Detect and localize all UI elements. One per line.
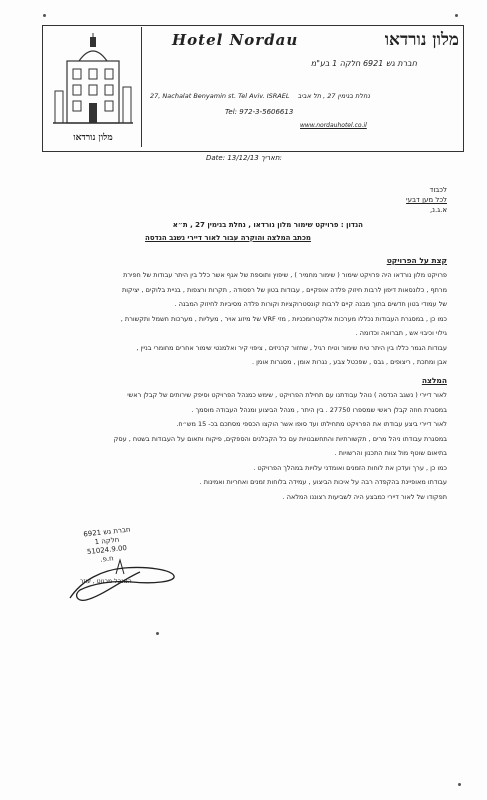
stamp-line: 51024.9.00 [86, 543, 128, 557]
scan-speck [156, 632, 159, 635]
text-line: גילוי וכיבוי אש , תברואה וכדומה . [355, 329, 447, 337]
text-line: תפקודו של לאור דיירי כמבצע היה לשביעות רצוננו המלאה . [282, 492, 447, 501]
signer-name: המנהל מרגוט , עוזר [80, 578, 132, 585]
text-line: במסגרת עבודתו ניהל מרים , תקשורתיות והתחשבנויות עם כל הקבלנים והספקים, פיקוח ותאום על העבודות בשטח , עסק [113, 434, 447, 443]
text-line: כמו כן , ערך ועדכן את לוחות הזמנים ואומדני עלויות במהלך הפרויקט . [253, 463, 447, 472]
text-line: עבודתו מאופיינת בהקפדה רבה על איכות הביצוע , עמידה בלוחות זמנים ואחריות ואמינות . [199, 478, 447, 486]
text-line: פרויקט מלון נורדאו היה פרויקט שימור ( שימור מחמיר ) , שיפוץ ותוספת של אגף אשר כלל בין היתר עבודות של חפירת [123, 271, 447, 279]
text-line: עבודות הגמר כללו בין היתר טיח שימור וטיח רגיל , שחזור קרניזים , ציפוי קיר ואלמנטי שימור אחרים מחומרי בניין , [136, 343, 447, 352]
addressee-block [406, 185, 447, 215]
scan-speck [458, 783, 461, 786]
hotel-name-latin: Hotel Nordau [172, 31, 299, 49]
letter-subtitle: מכתב המלצה והוקרה עבור לאור דיירי נשגב הנדסה [145, 234, 311, 242]
hotel-logo [45, 27, 142, 147]
text-line: בתיאום שוטף מול צוות התכנון והרשויות . [334, 449, 447, 457]
hotel-name-hebrew: מלון נורדאו [384, 30, 459, 50]
website-link[interactable]: www.nordauhotel.co.il [300, 122, 367, 129]
recommendation-paragraph [32, 388, 447, 504]
stamp-line: חברת גש 6921 [83, 525, 131, 539]
hotel-building-icon [49, 31, 137, 129]
address-latin: 27, Nachalat Benyamin st. Tel Aviv. ISRAEL [150, 92, 290, 100]
addressee-line: לכל מען דבעי [406, 196, 447, 204]
stamp-line: ח.פ. [99, 554, 115, 564]
address-line [150, 92, 450, 100]
text-line: אבן ומתכת , ריצופים , גבס , שפכטל צבע , נגרות אומן , מסגרות אומן . [252, 358, 447, 366]
logo-caption: מלון נורדאו [73, 133, 113, 143]
scan-speck [455, 14, 458, 17]
text-line: של עמודי בטון חדשים בתוך מבנה קיים לרבות קונסטרוקציות וקורות פלדה מסיביות לחיזוק המבנה . [174, 300, 447, 308]
text-line: כמו כן , במסגרת העבודות נכללו מערכות אלקטרומכניות , מזי VRF של מיזוג אויר , מעליות , מערכות חשמל ותקשורת , [120, 314, 447, 323]
handwritten-signature [62, 540, 182, 610]
phone-number: Tel: 972-3-5606613 [225, 108, 294, 116]
text-line: לאור דיירי ביצע עבודתו את הפרויקט מתחילתו ועד סופו אשר הוקצו הכספי מסתכם בכ- 15 מש״ח. [176, 420, 447, 428]
text-line: במסגרת חוזה קבלן ראשי שמספרו 27750 . בין היתר , מנהל הביצוע ומנהל העבודה מוסמך . [191, 405, 447, 414]
address-hebrew: נחלת בנימין 27 , תל אביב [297, 92, 370, 100]
date-line: Date: 13/12/13 תאריך: [206, 154, 282, 162]
stamp-line: חלקה 1 [94, 535, 120, 547]
letter-subject: הנדון : פרויקט שימור מלון נורדאו , נחלת בנימין 27 , ת״א [172, 221, 363, 229]
text-line: מרתף , כלונסאות דיפון לרבות חיזוק פלדה אופקיים , עבודות בטון של רפסודה , תקרות ורצפות , בניית בלוקים , יציקות [121, 285, 447, 294]
company-line: חברת גש 6921 חלקה 1 בע"מ [310, 59, 417, 68]
scan-speck [43, 14, 46, 17]
section-heading-recommendation: המלצה [421, 376, 447, 385]
addressee-line: לכבוד [429, 186, 447, 194]
project-paragraph [32, 268, 447, 370]
section-heading-project: קצת על הפרויקט [386, 256, 447, 265]
text-line: לאור דיירי ( נשגב הנדסה ) נוהל עבודתנו עם תחילת הפרויקט , שימש כמנהל הפרויקט וסיפק שירותים של קבלן ראשי [127, 391, 447, 399]
salutation: א.ג.נ, [429, 206, 447, 214]
